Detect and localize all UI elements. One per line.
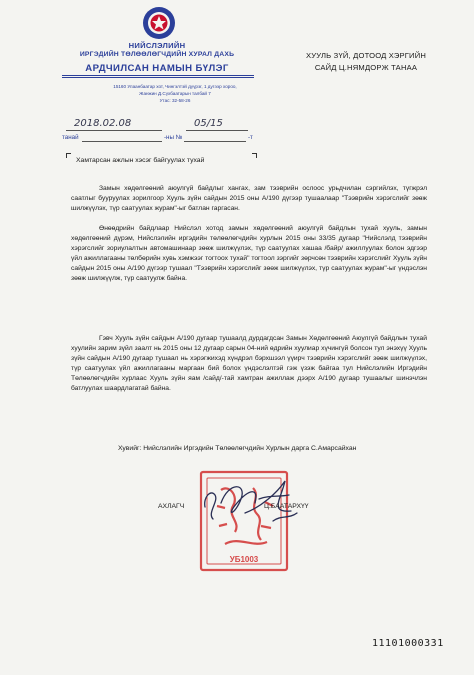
signatory-name: Ц.БААТАРХҮҮ	[264, 503, 309, 510]
address-line1: 15160 Улаанбаатар хот, Чингэлтэй дүүрэг, 1 дүгээр хороо,	[113, 84, 237, 89]
recipient-line1: ХУУЛЬ ЗҮЙ, ДОТООД ХЭРГИЙН	[305, 51, 427, 60]
label-date: танай	[62, 134, 79, 141]
number-underline	[186, 130, 248, 131]
subject-corner-left	[66, 153, 71, 158]
org-name-line1: НИЙСЛЭЛИЙН	[128, 41, 186, 50]
recipient-line2: САЙД Ц.НЯМДОРЖ ТАНАА	[314, 63, 418, 72]
stamp-number: УБ1003	[229, 555, 259, 564]
document-serial-number: 11101000331	[372, 638, 444, 649]
address-line3: Утас: 32-58-26	[159, 98, 191, 103]
label-suffix: -т	[248, 134, 253, 141]
handwritten-date: 2018.02.08	[74, 118, 132, 129]
subject-line: Хамтарсан ажлын хэсэг байгуулах тухай	[76, 157, 205, 164]
label-number: -ны №	[164, 134, 183, 141]
subject-corner-right	[252, 153, 257, 158]
date-underline	[66, 130, 162, 131]
letterhead-rule-top	[62, 75, 254, 76]
org-name-line2: ИРГЭДИЙН ТӨЛӨӨЛӨГЧДИЙН ХУРАЛ ДАХЬ	[79, 51, 235, 58]
letterhead-rule-bottom	[62, 77, 254, 78]
body-paragraph-1	[71, 184, 427, 214]
body-paragraph-1-text: Замын хөдөлгөөний аюулгүй байдлыг хангах, зам тээврийн ослоос урьдчилан сэргийлэх, түгжрэл саатлыг бууруулах зорилгоор Хууль зүйн сайдын 2015 оны А/190 дүгээр тушаалаар "Тээврийн хэрэгслийг зөөж шилжүүлэх, түр саатуулах журам"-ыг батлан гаргасан.	[71, 185, 427, 213]
handwritten-number: 05/15	[194, 118, 223, 129]
org-name-line3: АРДЧИЛСАН НАМЫН БҮЛЭГ	[85, 63, 229, 74]
copy-recipient: Хувийг: Нийслэлийн Иргэдийн Төлөөлөгчдийн Хурлын дарга С.Амарсайхан	[118, 445, 357, 452]
body-paragraph-2-text: Өнөөдрийн байдлаар Нийслэл хотод замын хөдөлгөөний аюулгүй байдлын тухай хууль, замын хөдөлгөөний дүрэм, Нийслэлийн иргэдийн төлөөлөгчдийн хурлын 2015 оны 33/35 дугаар "Нийслэлд тээврийн хэрэгслийг зориулалтын автомашинаар зөөж шилжүүлэх, түр саатуулах хашаа /байр/ ажиллуулах болон эдгээр үйл ажиллагааны төлбөрийн хувь хэмжээг тогтоох тухай" тогтоол зэргийг зөрчсөн тээврийн хэрэгслийг Хууль зүйн сайдын 2015 оны А/190 дүгээр тушаал "Тээврийн хэрэгслийг зөөж шилжүүлэх, түр саатуулах журам"-ыг үндэслэн зөөж шилжүүлж, түр саатуулж байна.	[71, 225, 427, 283]
address-line2: Жанжин Д.Сүхбаатарын талбай 7	[139, 91, 211, 96]
signatory-title: АХЛАГЧ	[158, 503, 185, 510]
party-emblem-icon	[142, 6, 176, 40]
ref-number-underline	[184, 141, 246, 142]
ref-date-underline	[82, 141, 162, 142]
body-paragraph-3-text: Гэвч Хууль зүйн сайдын А/190 дугаар тушаалд дурдагдсан Замын Хөдөлгөөний Аюулгүй байдлын тухай хуулийн зарим зүйл заалт нь 2015 оны 12 дугаар сарын 04-ний өдрийн хуулиар хүчингүй болсон тул энэхүү Хууль зүйн сайдын А/190 дугаар тушаал нь хэрэгжихэд хүндрэл бэрхшээл үүирч тээврийн хэрэгслийг зөөж шилжүүлэх, түр саатуулах үйл ажиллагааны маргаан бий болох үндэслэлтэй гэж үзэж байгаа тул Нийслэлийн Иргэдийн Төлөөлөгчдийн хурлаас Хууль зүйн яам /сайд/-тай хамтран ажиллаж дээрх А/190 дугаар тушаалыг шинэчлэн батлуулах шаардлагатай байна.	[71, 335, 427, 393]
body-paragraph-3	[71, 334, 427, 395]
body-paragraph-2	[71, 224, 427, 285]
dateline	[62, 118, 252, 144]
recipient-block	[286, 50, 446, 74]
